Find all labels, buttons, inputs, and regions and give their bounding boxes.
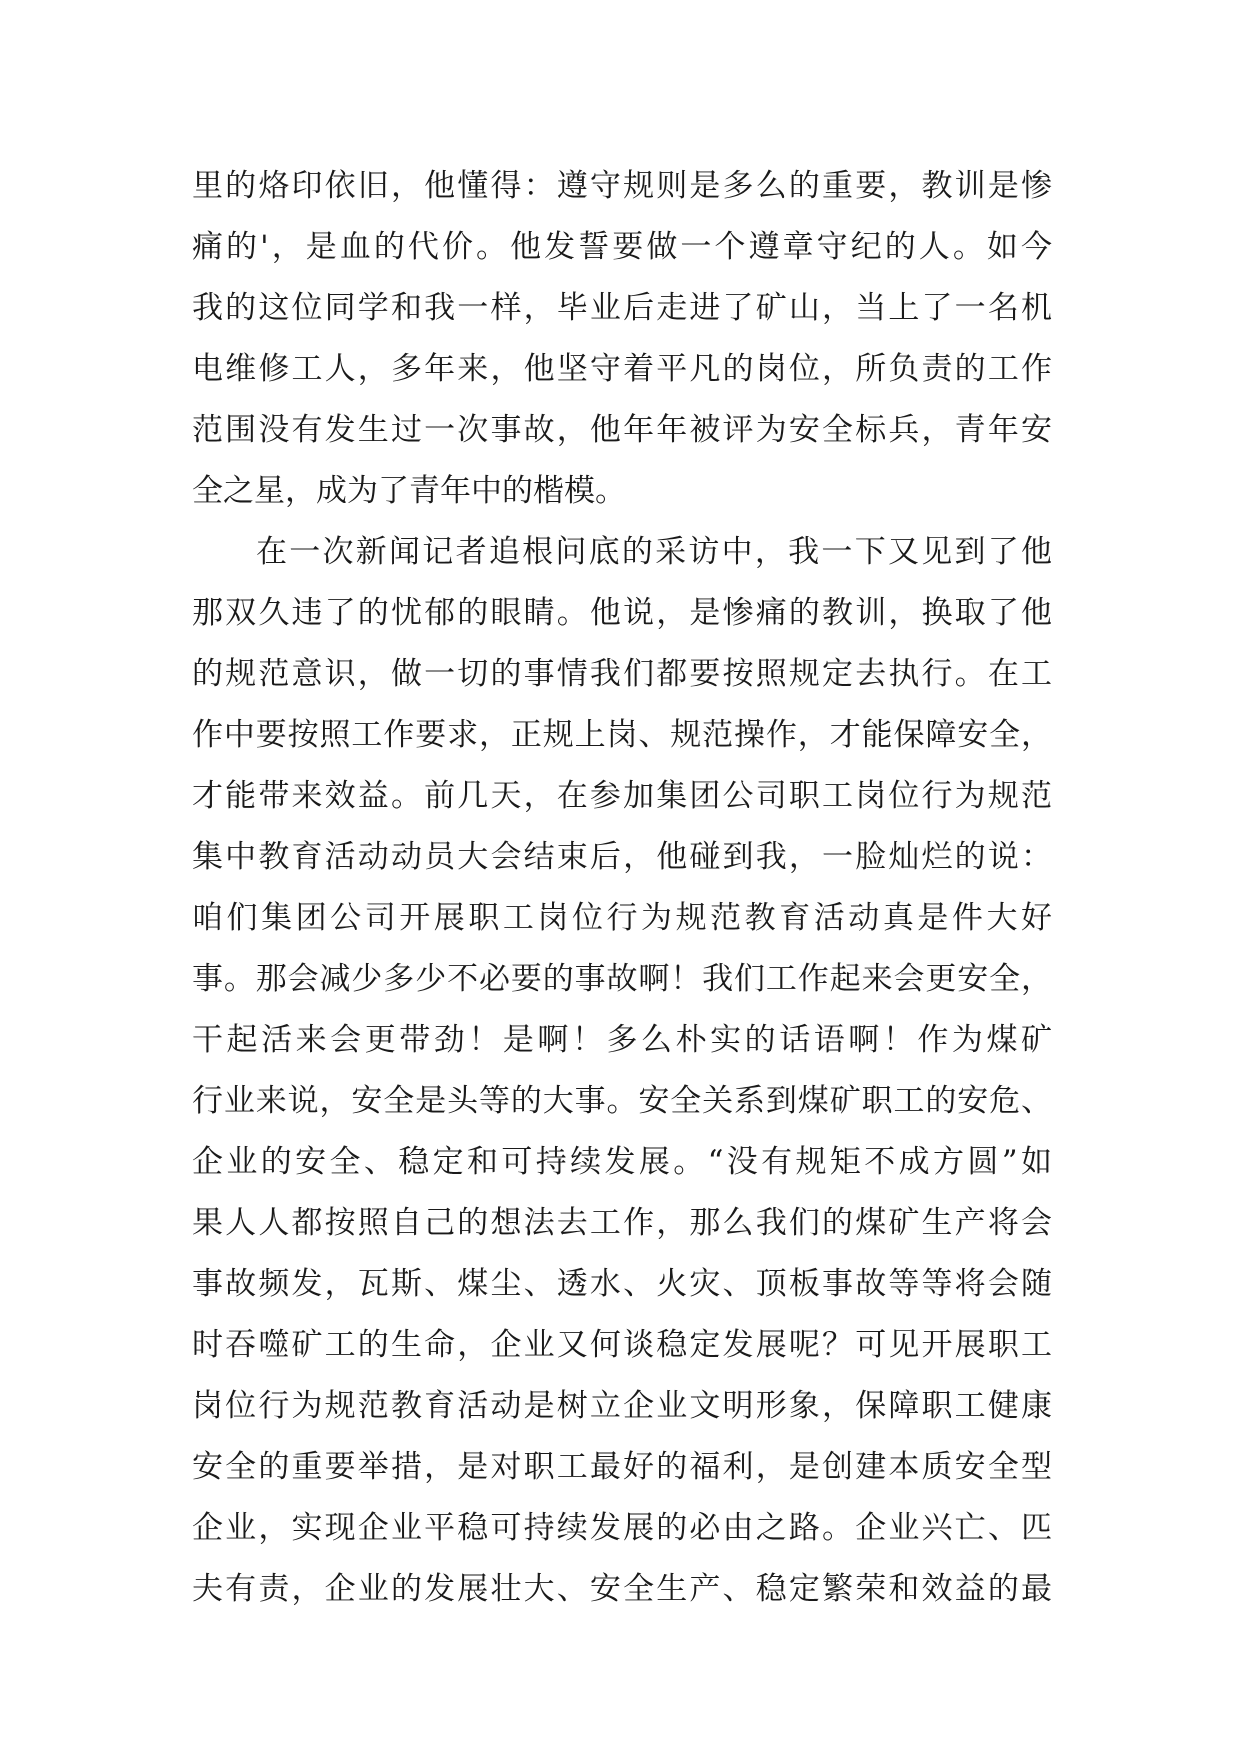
text-line: 企业，实现企业平稳可持续发展的必由之路。企业兴亡、匹 <box>192 1510 1052 1546</box>
text-line: 事故频发，瓦斯、煤尘、透水、火灾、顶板事故等等将会随 <box>192 1266 1052 1302</box>
text-line: 里的烙印依旧，他懂得：遵守规则是多么的重要，教训是惨 <box>192 168 1052 204</box>
text-line: 干起活来会更带劲！是啊！多么朴实的话语啊！作为煤矿 <box>192 1022 1052 1058</box>
text-line: 安全的重要举措，是对职工最好的福利，是创建本质安全型 <box>192 1449 1052 1485</box>
text-line: 全之星，成为了青年中的楷模。 <box>192 473 626 509</box>
text-line: 我的这位同学和我一样，毕业后走进了矿山，当上了一名机 <box>192 290 1052 326</box>
text-line: 作中要按照工作要求，正规上岗、规范操作，才能保障安全， <box>192 717 1052 753</box>
text-line: 夫有责，企业的发展壮大、安全生产、稳定繁荣和效益的最 <box>192 1571 1052 1607</box>
text-line: 企业的安全、稳定和可持续发展。“没有规矩不成方圆”如 <box>192 1144 1052 1180</box>
text-line: 的规范意识，做一切的事情我们都要按照规定去执行。在工 <box>192 656 1052 692</box>
text-line: 电维修工人，多年来，他坚守着平凡的岗位，所负责的工作 <box>192 351 1052 387</box>
paragraph-2 <box>192 522 1052 1620</box>
text-line: 集中教育活动动员大会结束后，他碰到我，一脸灿烂的说： <box>192 839 1052 875</box>
text-line: 咱们集团公司开展职工岗位行为规范教育活动真是件大好 <box>192 900 1052 936</box>
text-line: 事。那会减少多少不必要的事故啊！我们工作起来会更安全， <box>192 961 1052 997</box>
paragraph-1 <box>192 156 1052 522</box>
text-line: 范围没有发生过一次事故，他年年被评为安全标兵，青年安 <box>192 412 1052 448</box>
text-line: 那双久违了的忧郁的眼睛。他说，是惨痛的教训，换取了他 <box>192 595 1052 631</box>
text-line: 在一次新闻记者追根问底的采访中，我一下又见到了他 <box>256 534 1052 570</box>
document-body <box>192 156 1052 1620</box>
text-line: 果人人都按照自己的想法去工作，那么我们的煤矿生产将会 <box>192 1205 1052 1241</box>
text-line: 痛的'，是血的代价。他发誓要做一个遵章守纪的人。如今 <box>192 229 1052 265</box>
text-line: 时吞噬矿工的生命，企业又何谈稳定发展呢？可见开展职工 <box>192 1327 1052 1363</box>
text-line: 岗位行为规范教育活动是树立企业文明形象，保障职工健康 <box>192 1388 1052 1424</box>
text-line: 行业来说，安全是头等的大事。安全关系到煤矿职工的安危、 <box>192 1083 1052 1119</box>
text-line: 才能带来效益。前几天，在参加集团公司职工岗位行为规范 <box>192 778 1052 814</box>
